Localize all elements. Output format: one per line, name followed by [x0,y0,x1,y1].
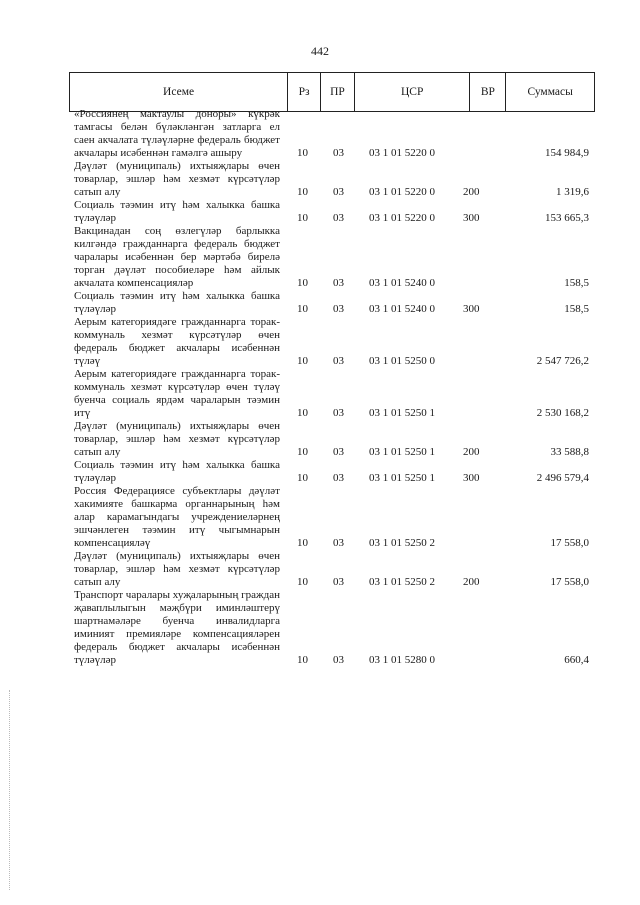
row-csr: 03 1 01 5250 1 [369,472,435,484]
row-sum: 660,4 [564,654,589,666]
row-pr: 03 [333,537,344,549]
row-csr: 03 1 01 5220 0 [369,186,435,198]
row-pr: 03 [333,303,344,315]
table-header [69,72,595,112]
row-csr: 03 1 01 5250 2 [369,537,435,549]
row-name: Аерым категориядәге гражданнарга торак-коммуналь хезмәт күрсәтүләр өчен федераль бюджет акчалары исәбеннән түләү [74,316,280,367]
row-csr: 03 1 01 5220 0 [369,147,435,159]
row-pr: 03 [333,654,344,666]
row-name: Дәүләт (муниципаль) ихтыяҗлары өчен товарлар, эшләр һәм хезмәт күрсәтүләр сатып алу [74,550,280,588]
row-rz: 10 [297,277,308,289]
row-vr: 200 [463,576,480,588]
table-row [0,316,640,368]
row-csr: 03 1 01 5220 0 [369,212,435,224]
row-sum: 153 665,3 [545,212,589,224]
row-name: Аерым категориядәге гражданнарга торак-коммуналь хезмәт күрсәтүләр өчен түләү буенча социаль ярдәм чараларын тәэмин итү [74,368,280,419]
row-csr: 03 1 01 5240 0 [369,303,435,315]
row-csr: 03 1 01 5250 2 [369,576,435,588]
margin-line [9,690,10,890]
table-row [0,485,640,550]
row-vr: 200 [463,186,480,198]
row-sum: 154 984,9 [545,147,589,159]
row-sum: 2 530 168,2 [536,407,589,419]
row-csr: 03 1 01 5250 1 [369,407,435,419]
row-name: Дәүләт (муниципаль) ихтыяҗлары өчен товарлар, эшләр һәм хезмәт күрсәтүләр сатып алу [74,160,280,198]
row-name: Социаль тәэмин итү һәм халыкка башка түләүләр [74,290,280,315]
row-rz: 10 [297,654,308,666]
page-number: 442 [311,44,329,58]
row-pr: 03 [333,147,344,159]
row-name: Россия Федерациясе субъектлары дәүләт хакимияте башкарма органнарының һәм алар карамагындагы учреждениеләрнең эшчәнлеген тәэмин итү чыгымнарын компенсацияләү [74,485,280,549]
row-pr: 03 [333,446,344,458]
row-pr: 03 [333,355,344,367]
row-pr: 03 [333,576,344,588]
row-sum: 158,5 [564,303,589,315]
row-rz: 10 [297,407,308,419]
column-header-name: Исеме [163,86,195,98]
row-vr: 200 [463,446,480,458]
row-rz: 10 [297,355,308,367]
row-name: Транспорт чаралары хуҗаларының граждан җаваплылыгын мәҗбүри иминләштерү шартнамәләре буенча инвалидларга иминият премияләре компенсацияләрен федераль бюджет акчалары исәбеннән түләүләр [74,589,280,666]
column-header-csr: ЦСР [354,73,470,111]
row-name: Дәүләт (муниципаль) ихтыяҗлары өчен товарлар, эшләр һәм хезмәт күрсәтүләр сатып алу [74,420,280,458]
table-row [0,420,640,459]
row-name: Социаль тәэмин итү һәм халыкка башка түләүләр [74,459,280,484]
table-row [0,589,640,667]
table-row [0,459,640,485]
column-header-vr: ВР [469,73,505,111]
row-vr: 300 [463,303,480,315]
row-rz: 10 [297,472,308,484]
row-rz: 10 [297,576,308,588]
row-sum: 17 558,0 [550,576,589,588]
row-csr: 03 1 01 5240 0 [369,277,435,289]
row-csr: 03 1 01 5280 0 [369,654,435,666]
row-sum: 2 496 579,4 [536,472,589,484]
row-rz: 10 [297,446,308,458]
row-sum: 2 547 726,2 [536,355,589,367]
row-rz: 10 [297,212,308,224]
row-sum: 158,5 [564,277,589,289]
table-row [0,199,640,225]
row-sum: 1 319,6 [556,186,589,198]
row-rz: 10 [297,537,308,549]
column-header-pr: ПР [320,73,354,111]
row-name: Вакцинадан соң өзлегүләр барлыкка килгәндә гражданнарга федераль бюджет чаралары исәбеннән бер мәртәбә бирелә торган дәүләт пособиеләре һәм айлык акчалата компенсацияләр [74,225,280,289]
row-csr: 03 1 01 5250 1 [369,446,435,458]
row-pr: 03 [333,472,344,484]
table-row [0,160,640,199]
row-pr: 03 [333,277,344,289]
row-name: Социаль тәэмин итү һәм халыкка башка түләүләр [74,199,280,224]
table-row [0,550,640,589]
row-vr: 300 [463,212,480,224]
table-body [0,108,640,667]
row-sum: 33 588,8 [550,446,589,458]
table-row [0,225,640,290]
row-pr: 03 [333,186,344,198]
row-name: «Россиянең мактаулы доноры» күкрәк тамгасы белән бүләкләнгән затларга ел саен акчалата түләүләрне федераль бюджет акчалары исәбеннән гамәлгә ашыру [74,108,280,159]
row-vr: 300 [463,472,480,484]
table-row [0,290,640,316]
column-header-rz: Рз [287,73,320,111]
row-sum: 17 558,0 [550,537,589,549]
column-header-sum: Суммасы [505,73,594,111]
row-csr: 03 1 01 5250 0 [369,355,435,367]
row-pr: 03 [333,407,344,419]
table-row [0,368,640,420]
table-row [0,108,640,160]
row-pr: 03 [333,212,344,224]
row-rz: 10 [297,147,308,159]
row-rz: 10 [297,303,308,315]
row-rz: 10 [297,186,308,198]
